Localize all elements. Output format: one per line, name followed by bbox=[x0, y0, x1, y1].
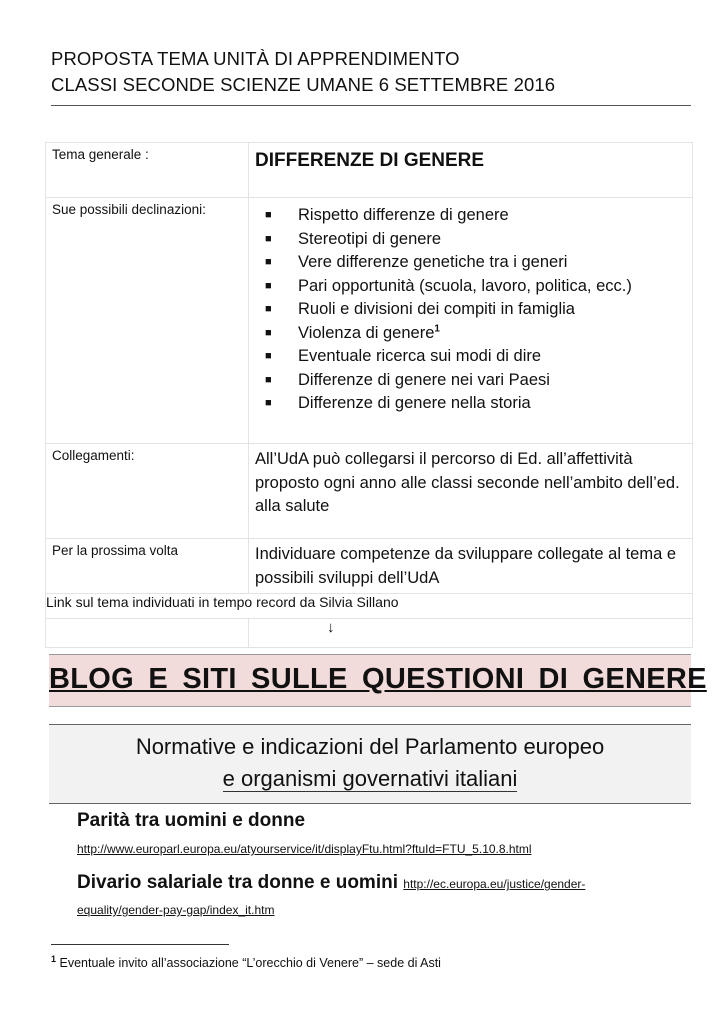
square-bullet-icon: ■ bbox=[265, 373, 272, 386]
normative-title-line1: Normative e indicazioni del Parlamento europeo bbox=[135, 734, 605, 759]
list-item: ■ Ruoli e divisioni dei compiti in famiglia bbox=[265, 298, 686, 322]
square-bullet-icon: ■ bbox=[265, 303, 272, 315]
link-title-divario: Divario salariale tra donne e uomini http://ec.europa.eu/justice/gender- bbox=[77, 872, 586, 893]
link-url-divario[interactable]: http://ec.europa.eu/justice/gender- bbox=[403, 877, 586, 891]
list-item: ■ Rispetto differenze di genere bbox=[265, 204, 686, 228]
list-item: ■ Pari opportunità (scuola, lavoro, politica, ecc.) bbox=[265, 275, 686, 299]
declinazioni-cell bbox=[249, 198, 693, 444]
header-subtitle: CLASSI SECONDE SCIENZE UMANE 6 SETTEMBRE 2016 bbox=[51, 74, 556, 95]
list-item: ■ Eventuale ricerca sui modi di dire bbox=[265, 345, 686, 369]
declinazioni-label: Sue possibili declinazioni: bbox=[46, 198, 249, 444]
square-bullet-icon: ■ bbox=[265, 397, 272, 409]
list-item: ■ Differenze di genere nei vari Paesi bbox=[265, 369, 686, 393]
down-arrow-icon: ↓ bbox=[249, 619, 693, 648]
footnote-text: Eventuale invito all’associazione “L’orecchio di Venere” – sede di Asti bbox=[56, 956, 441, 970]
prossima-value: Individuare competenze da sviluppare collegate al tema e possibili sviluppi dell’UdA bbox=[249, 539, 693, 594]
empty-cell bbox=[46, 619, 249, 648]
blog-section-title: BLOG E SITI SULLE QUESTIONI DI GENERE bbox=[49, 663, 707, 695]
tema-value: DIFFERENZE DI GENERE bbox=[249, 143, 693, 198]
footnote-number: 1 bbox=[51, 953, 57, 964]
square-bullet-icon: ■ bbox=[265, 350, 272, 362]
footnote-separator bbox=[51, 944, 229, 945]
link-url-divario-cont[interactable]: equality/gender-pay-gap/index_it.htm bbox=[77, 903, 275, 917]
square-bullet-icon: ■ bbox=[265, 256, 272, 268]
list-item: ■ Violenza di genere$^1$ bbox=[265, 322, 686, 346]
normative-title-line2: e organismi governativi italiani bbox=[222, 766, 518, 791]
blog-section-banner bbox=[49, 654, 707, 707]
square-bullet-icon: ■ bbox=[265, 326, 272, 339]
list-item: ■ Differenze di genere nella storia bbox=[265, 392, 686, 416]
prossima-label: Per la prossima volta bbox=[46, 539, 249, 594]
link-url-parita[interactable]: http://www.europarl.europa.eu/atyourservice/it/displayFtu.html?ftuId=FTU_5.10.8.html bbox=[77, 842, 532, 856]
square-bullet-icon: ■ bbox=[265, 279, 272, 292]
declinazioni-list bbox=[255, 204, 686, 416]
normative-banner bbox=[49, 724, 691, 804]
list-item: ■ Stereotipi di genere bbox=[265, 228, 686, 252]
link-title-parita: Parità tra uomini e donne bbox=[77, 810, 306, 831]
list-item: ■ Vere differenze genetiche tra i generi bbox=[265, 251, 686, 275]
footnote-reference[interactable]: 1 bbox=[434, 323, 440, 334]
square-bullet-icon: ■ bbox=[265, 209, 272, 221]
tema-label: Tema generale : bbox=[46, 143, 249, 198]
header-title: PROPOSTA TEMA UNITÀ DI APPRENDIMENTO bbox=[51, 48, 460, 69]
document-header bbox=[51, 46, 691, 98]
square-bullet-icon: ■ bbox=[265, 232, 272, 245]
link-intro: Link sul tema individuati in tempo record da Silvia Sillano bbox=[46, 594, 693, 619]
uda-table bbox=[45, 142, 693, 648]
footnote bbox=[51, 953, 441, 970]
collegamenti-value: All’UdA può collegarsi il percorso di Ed. all’affettività proposto ogni anno alle classi seconde nell’ambito dell’ed. alla salute bbox=[249, 444, 693, 539]
collegamenti-label: Collegamenti: bbox=[46, 444, 249, 539]
header-rule bbox=[51, 105, 691, 106]
